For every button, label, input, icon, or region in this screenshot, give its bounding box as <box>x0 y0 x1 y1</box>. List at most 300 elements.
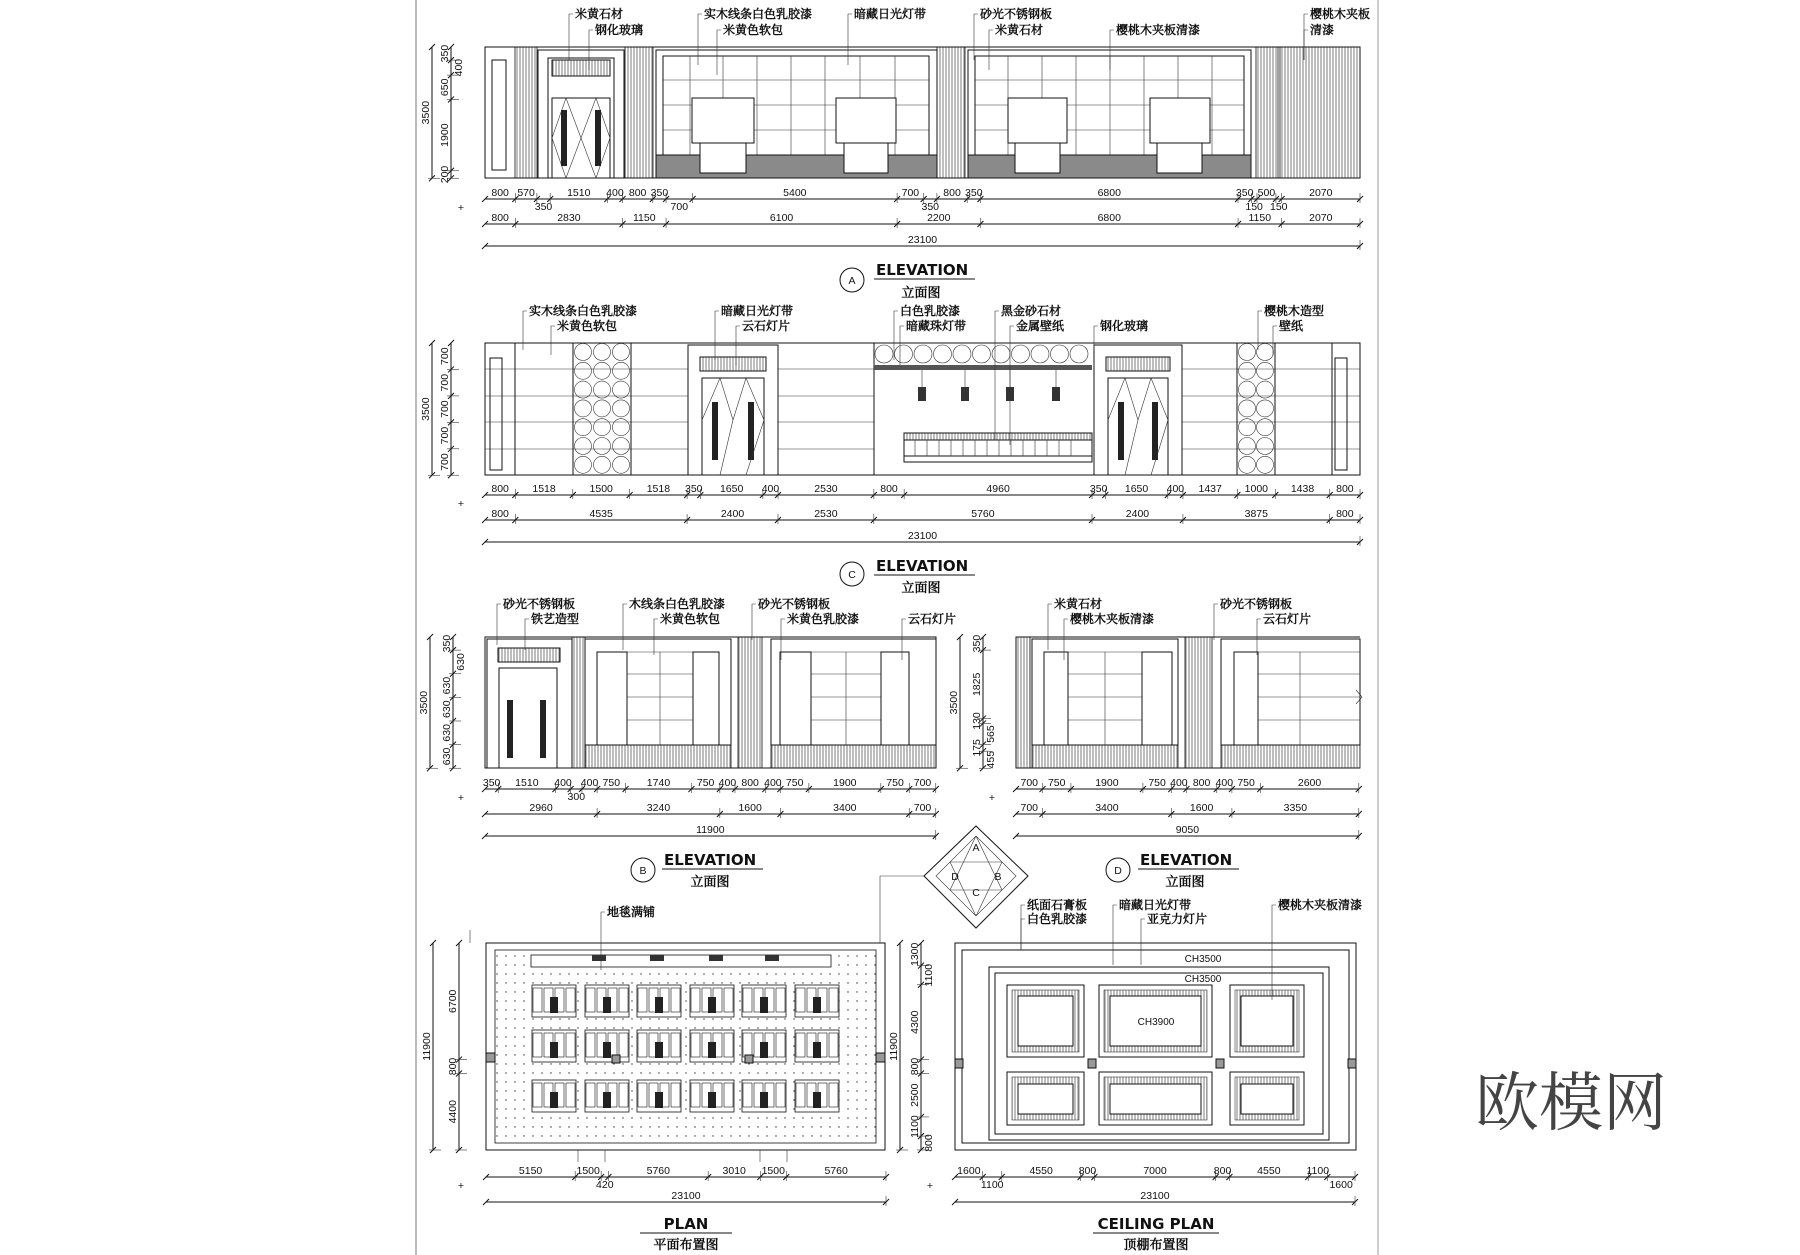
dimension-label: 200 <box>439 165 451 184</box>
dimension-label: 500 <box>1257 187 1276 199</box>
circle-decor <box>1257 438 1274 455</box>
circle-decor <box>594 344 611 361</box>
vertical-dimension <box>418 634 438 771</box>
ceiling-height-label: CH3900 <box>1137 1017 1175 1028</box>
dimension-label: 400 <box>1170 777 1188 789</box>
datum-cross-icon: + <box>457 498 465 510</box>
dimension-label: 800 <box>491 483 509 495</box>
circle-decor <box>1239 419 1256 436</box>
soft-pack-wall-2 <box>968 50 1251 178</box>
dimension-label: 1100 <box>980 1179 1004 1191</box>
title-elevation-b <box>631 851 763 890</box>
dimension-label: 2070 <box>1309 187 1333 199</box>
dimension-label: 800 <box>447 1057 459 1076</box>
elevation-id: A <box>848 275 856 287</box>
callout-label: 樱桃木夹板清漆 <box>1278 898 1363 912</box>
ceiling-plan-subtitle: 顶棚布置图 <box>1123 1238 1189 1253</box>
circle-decor <box>1031 345 1049 363</box>
dimension-row <box>482 234 1363 250</box>
dimension-label: 1150 <box>632 212 656 224</box>
callout-label: 纸面石膏板 <box>1027 898 1088 912</box>
dimension-label: 800 <box>909 1057 921 1076</box>
dimension-label: 2960 <box>529 802 553 814</box>
dimension-label: 1000 <box>1244 483 1269 495</box>
door-icon <box>538 50 624 178</box>
circle-decor <box>895 345 913 363</box>
dimension-label: 700 <box>439 400 451 418</box>
material-callout <box>900 318 966 365</box>
vertical-dimension <box>909 940 935 1153</box>
circle-decor <box>1257 456 1274 473</box>
dimension-label: 1825 <box>971 672 983 697</box>
dimension-row <box>482 187 1363 213</box>
dimension-label: 750 <box>696 777 715 789</box>
dimension-label: 1650 <box>1124 483 1149 495</box>
dimension-label: 1518 <box>532 483 556 495</box>
dimension-label: 350 <box>482 777 501 789</box>
dimension-label: 400 <box>580 777 599 789</box>
circle-decor <box>594 381 611 398</box>
dimension-label: 4300 <box>909 1010 921 1034</box>
dimension-label: 4960 <box>986 483 1010 495</box>
dimension-label: 23100 <box>907 234 938 246</box>
dimension-row <box>1013 777 1362 793</box>
plan-title: PLAN <box>663 1215 709 1233</box>
dimension-label: 630 <box>441 747 453 766</box>
dimension-label: 750 <box>886 777 904 789</box>
callout-label: 暗藏珠灯带 <box>906 319 967 333</box>
material-callout <box>1064 611 1154 660</box>
dimension-label: 750 <box>1047 777 1066 789</box>
watermark-logo: 欧模网 <box>1475 1067 1667 1141</box>
dimension-row <box>952 1165 1358 1191</box>
plan-subtitle: 平面布置图 <box>653 1238 719 1253</box>
dimension-label: 750 <box>602 777 621 789</box>
elevation-title: ELEVATION <box>876 557 969 575</box>
circle-decor <box>613 362 630 379</box>
dimension-label: 1437 <box>1198 483 1222 495</box>
dimension-label: 750 <box>785 777 804 789</box>
dimension-label: 2500 <box>909 1083 921 1107</box>
door-icon <box>1094 345 1182 475</box>
dimension-label: 400 <box>764 777 782 789</box>
dimension-label: 700 <box>439 453 451 471</box>
compass-label-c: C <box>972 887 980 899</box>
dimension-row <box>1013 824 1362 840</box>
dimension-label: 300 <box>567 791 586 803</box>
material-callout <box>1113 897 1191 965</box>
circle-decor <box>575 362 592 379</box>
elevation-id: C <box>848 569 856 581</box>
seat-group-icon <box>690 1030 734 1062</box>
dimension-label: 1650 <box>719 483 744 495</box>
dimension-label: 11900 <box>696 824 725 836</box>
compass-label-b: B <box>994 871 1002 883</box>
dimension-label: 1518 <box>646 483 671 495</box>
circle-decor <box>594 362 611 379</box>
circle-decor <box>613 456 630 473</box>
callout-label: 实木线条白色乳胶漆 <box>529 304 638 318</box>
dimension-label: 5760 <box>646 1165 670 1177</box>
dimension-label: 700 <box>901 187 920 199</box>
circle-decor <box>1257 400 1274 417</box>
callout-label: 砂光不锈钢板 <box>758 597 831 611</box>
circle-decor <box>1257 362 1274 379</box>
dimension-label: 630 <box>441 724 453 742</box>
material-callout <box>654 611 720 655</box>
callout-label: 砂光不锈钢板 <box>980 7 1053 21</box>
dimension-label: 6100 <box>769 212 794 224</box>
seat-group-icon <box>585 1080 629 1112</box>
callout-label: 清漆 <box>1310 23 1335 37</box>
dimension-label: 420 <box>596 1179 614 1191</box>
callout-label: 钢化玻璃 <box>1100 319 1149 333</box>
callout-label: 白色乳胶漆 <box>1027 912 1088 926</box>
datum-cross-icon: + <box>457 202 465 214</box>
material-callout <box>989 22 1043 70</box>
callout-label: 木线条白色乳胶漆 <box>629 597 726 611</box>
title-elevation-d <box>1106 851 1239 890</box>
circle-decor <box>1239 362 1256 379</box>
dimension-label: 650 <box>439 78 451 97</box>
door-icon <box>688 345 778 475</box>
soft-pack-wall-1 <box>656 50 937 178</box>
vertical-dimension <box>439 44 465 183</box>
dimension-label: 1300 <box>909 942 921 966</box>
circle-decor <box>1239 344 1256 361</box>
dimension-label: 400 <box>453 58 465 77</box>
dimension-label: 400 <box>718 777 737 789</box>
dimension-label: 1600 <box>1189 802 1214 814</box>
dimension-label: 800 <box>491 187 509 199</box>
dimension-label: 11900 <box>421 1032 433 1061</box>
elevation-title: ELEVATION <box>664 851 757 869</box>
dimension-label: 800 <box>880 483 898 495</box>
dimension-row <box>482 483 1363 499</box>
dimension-label: 1500 <box>589 483 613 495</box>
dimension-label: 455 <box>985 750 997 769</box>
ceiling-plan-title: CEILING PLAN <box>1097 1215 1215 1233</box>
dimension-row <box>483 1190 889 1206</box>
circle-decor <box>594 438 611 455</box>
seat-group-icon <box>637 985 681 1017</box>
callout-label: 米黄色软包 <box>660 612 721 626</box>
datum-cross-icon: + <box>988 792 996 804</box>
dimension-label: 3500 <box>418 690 430 715</box>
callout-label: 钢化玻璃 <box>595 23 644 37</box>
circle-decor <box>1070 345 1088 363</box>
elevation-c-drawing <box>485 343 1360 475</box>
datum-cross-icon: + <box>457 1180 465 1192</box>
dimension-label: 800 <box>1336 483 1354 495</box>
dimension-label: 4550 <box>1257 1165 1281 1177</box>
circle-decor <box>575 456 592 473</box>
seat-group-icon <box>742 1080 786 1112</box>
dimension-label: 800 <box>1192 777 1211 789</box>
seat-group-icon <box>742 985 786 1017</box>
dimension-label: 400 <box>1166 483 1185 495</box>
datum-cross-icon: + <box>457 792 465 804</box>
circle-decor <box>1012 345 1030 363</box>
dimension-label: 400 <box>1215 777 1234 789</box>
callout-label: 砂光不锈钢板 <box>1220 597 1293 611</box>
dimension-label: 2530 <box>814 483 838 495</box>
dimension-label: 7000 <box>1143 1165 1167 1177</box>
vertical-dimension <box>421 940 441 1153</box>
ceiling-height-label: CH3500 <box>1184 974 1222 985</box>
dimension-label: 700 <box>670 201 689 213</box>
material-callout <box>781 611 859 660</box>
callout-label: 樱桃木夹板清漆 <box>1116 23 1201 37</box>
callout-label: 壁纸 <box>1279 319 1304 333</box>
elevation-title: ELEVATION <box>1140 851 1233 869</box>
dimension-label: 6700 <box>447 989 459 1013</box>
pendant-light-icons <box>918 370 1060 401</box>
dimension-label: 1100 <box>909 1115 921 1138</box>
vertical-dimension <box>441 634 467 771</box>
dimension-label: 400 <box>554 777 572 789</box>
dimension-label: 2400 <box>720 508 745 520</box>
dimension-label: 23100 <box>907 530 938 542</box>
circle-decor <box>1239 456 1256 473</box>
dimension-label: 570 <box>517 187 535 199</box>
seat-group-icon <box>690 985 734 1017</box>
callout-label: 米黄色软包 <box>557 319 618 333</box>
seat-group-icon <box>585 985 629 1017</box>
dimension-row <box>1013 802 1362 818</box>
dimension-label: 1100 <box>923 963 935 987</box>
callout-label: 米黄石材 <box>995 23 1044 37</box>
compass-label-a: A <box>972 842 980 854</box>
dimension-label: 350 <box>921 201 940 213</box>
dimension-label: 1500 <box>576 1165 600 1177</box>
vertical-dimension <box>888 940 908 1153</box>
elevation-a-drawing <box>485 47 1360 178</box>
circle-decor <box>1239 381 1256 398</box>
vertical-dimension <box>420 44 440 181</box>
dimension-label: 130 <box>971 712 983 730</box>
floor-plan-drawing <box>470 930 885 1162</box>
callout-label: 樱桃木造型 <box>1264 304 1325 318</box>
dimension-label: 3240 <box>646 802 671 814</box>
dimension-label: 3875 <box>1244 508 1268 520</box>
dimension-label: 800 <box>491 508 509 520</box>
dimension-label: 350 <box>441 634 453 653</box>
dimension-label: 800 <box>1078 1165 1097 1177</box>
dimension-row <box>952 1190 1358 1206</box>
dimension-label: 700 <box>1020 802 1039 814</box>
dimension-label: 3500 <box>420 397 432 421</box>
dimension-label: 800 <box>1213 1165 1232 1177</box>
dimension-label: 350 <box>439 44 451 63</box>
callout-label: 暗藏日光灯带 <box>1119 898 1192 912</box>
elevation-index-compass <box>880 826 1028 943</box>
ceiling-panels <box>1007 985 1304 1125</box>
elevation-subtitle: 立面图 <box>690 875 730 890</box>
dimension-label: 1900 <box>439 123 451 147</box>
callout-label: 金属壁纸 <box>1016 319 1065 333</box>
callout-label: 樱桃木夹板 <box>1310 7 1371 21</box>
circle-decor <box>594 400 611 417</box>
circle-decor <box>575 344 592 361</box>
callout-label: 地毯满铺 <box>607 905 656 919</box>
circle-decor <box>575 400 592 417</box>
dimension-label: 9050 <box>1175 824 1200 836</box>
title-ceiling-plan <box>1093 1215 1219 1253</box>
circle-decor <box>875 345 893 363</box>
ceiling-plan-drawing <box>955 943 1356 1150</box>
dimension-label: 4535 <box>589 508 613 520</box>
material-callout <box>717 22 783 75</box>
datum-cross-icon: + <box>926 1180 934 1192</box>
dimension-label: 2200 <box>927 212 951 224</box>
dimension-label: 750 <box>1237 777 1255 789</box>
bar-counter <box>874 365 1092 462</box>
dimension-label: 2070 <box>1309 212 1333 224</box>
callout-label: 暗藏日光灯带 <box>854 7 927 21</box>
dimension-label: 1900 <box>1095 777 1119 789</box>
dimension-label: 5400 <box>783 187 807 199</box>
dimension-label: 750 <box>1148 777 1166 789</box>
callout-label: 黑金砂石材 <box>1001 304 1062 318</box>
circle-decor <box>613 400 630 417</box>
dimension-label: 630 <box>441 700 453 718</box>
dimension-label: 630 <box>441 676 453 695</box>
seat-group-icon <box>532 985 576 1017</box>
dimension-label: 1600 <box>738 802 762 814</box>
dimension-label: 350 <box>1235 187 1254 199</box>
dimension-label: 1100 <box>1306 1165 1330 1177</box>
circle-decor <box>594 456 611 473</box>
material-callout <box>551 318 617 355</box>
callout-label: 樱桃木夹板清漆 <box>1070 612 1155 626</box>
title-plan <box>640 1215 732 1253</box>
seat-group-icon <box>585 1030 629 1062</box>
dimension-label: 23100 <box>1140 1190 1170 1202</box>
dimension-label: 4550 <box>1029 1165 1053 1177</box>
circle-decor <box>1257 419 1274 436</box>
dimension-label: 800 <box>923 1134 935 1152</box>
dimension-label: 1150 <box>1248 212 1272 224</box>
dimension-label: 150 <box>1245 201 1263 213</box>
dimension-label: 400 <box>606 187 624 199</box>
dimension-row <box>483 1165 889 1191</box>
dimension-label: 700 <box>1020 777 1039 789</box>
circle-decor <box>613 344 630 361</box>
dimension-label: 800 <box>628 187 647 199</box>
dimension-label: 700 <box>439 347 451 365</box>
vertical-dimension <box>948 634 968 771</box>
elevation-title: ELEVATION <box>876 261 969 279</box>
callout-label: 米黄色乳胶漆 <box>787 612 860 626</box>
title-elevation-a <box>840 261 975 301</box>
dimension-label: 800 <box>741 777 759 789</box>
ceiling-height-label: CH3500 <box>1184 954 1222 965</box>
dimension-label: 350 <box>534 201 553 213</box>
callout-label: 实木线条白色乳胶漆 <box>704 7 813 21</box>
dimension-row <box>482 508 1363 524</box>
callout-label: 米黄石材 <box>575 7 624 21</box>
circle-decor <box>934 345 952 363</box>
elevation-subtitle: 立面图 <box>1165 875 1205 890</box>
dimension-label: 630 <box>455 653 467 671</box>
dimension-label: 1600 <box>957 1165 981 1177</box>
dimension-label: 2830 <box>557 212 581 224</box>
material-callout <box>525 611 579 650</box>
dimension-label: 350 <box>650 187 669 199</box>
dimension-label: 350 <box>971 634 983 653</box>
dimension-label: 3350 <box>1283 802 1308 814</box>
dimension-label: 1500 <box>761 1165 785 1177</box>
vertical-dimension <box>439 340 459 478</box>
dimension-label: 700 <box>913 802 932 814</box>
elevation-id: D <box>1114 865 1122 877</box>
dimension-label: 175 <box>971 739 983 757</box>
circle-decor <box>973 345 991 363</box>
callout-label: 白色乳胶漆 <box>900 304 961 318</box>
dimension-label: 2400 <box>1125 508 1150 520</box>
circle-decor <box>575 438 592 455</box>
title-elevation-c <box>840 557 975 596</box>
dimension-label: 23100 <box>671 1190 701 1202</box>
dimension-label: 6800 <box>1097 187 1121 199</box>
dimension-label: 700 <box>439 373 451 392</box>
material-callout <box>1021 911 1087 950</box>
dimension-label: 1900 <box>833 777 857 789</box>
circle-decor <box>613 419 630 436</box>
dimension-row <box>482 777 939 803</box>
vertical-dimension <box>447 940 467 1153</box>
vertical-dimension <box>420 340 440 478</box>
dimension-label: 400 <box>761 483 780 495</box>
callout-label: 云石灯片 <box>908 612 957 626</box>
callout-label: 米黄色软包 <box>723 23 784 37</box>
material-callout <box>1257 611 1311 655</box>
seat-group-icon <box>637 1080 681 1112</box>
elevation-subtitle: 立面图 <box>901 581 941 596</box>
dimension-label: 5760 <box>824 1165 848 1177</box>
circle-decor <box>1051 345 1069 363</box>
dimension-label: 350 <box>1089 483 1108 495</box>
circle-decor <box>953 345 971 363</box>
circle-decor <box>1257 344 1274 361</box>
dimension-label: 3500 <box>948 690 960 715</box>
callout-label: 亚克力灯片 <box>1147 912 1208 926</box>
circle-decor <box>594 419 611 436</box>
callout-label: 砂光不锈钢板 <box>503 597 576 611</box>
seat-group-icon <box>795 1080 839 1112</box>
circle-decor <box>575 381 592 398</box>
circle-decor <box>1257 381 1274 398</box>
dimension-label: 1740 <box>646 777 671 789</box>
dimension-label: 1438 <box>1290 483 1315 495</box>
circle-decor <box>575 419 592 436</box>
dimension-label: 350 <box>965 187 983 199</box>
circle-decor <box>613 381 630 398</box>
seat-group-icon <box>532 1080 576 1112</box>
dimension-label: 5760 <box>971 508 995 520</box>
elevation-subtitle: 立面图 <box>901 286 941 301</box>
material-callout <box>1273 318 1304 355</box>
elevation-b-drawing <box>485 637 936 768</box>
circle-decor <box>914 345 932 363</box>
dimension-label: 150 <box>1269 201 1288 213</box>
dimension-label: 3400 <box>1095 802 1119 814</box>
dimension-row <box>482 212 1363 228</box>
dimension-label: 1510 <box>515 777 539 789</box>
dimension-row <box>482 530 1363 546</box>
callout-label: 米黄石材 <box>1054 597 1103 611</box>
